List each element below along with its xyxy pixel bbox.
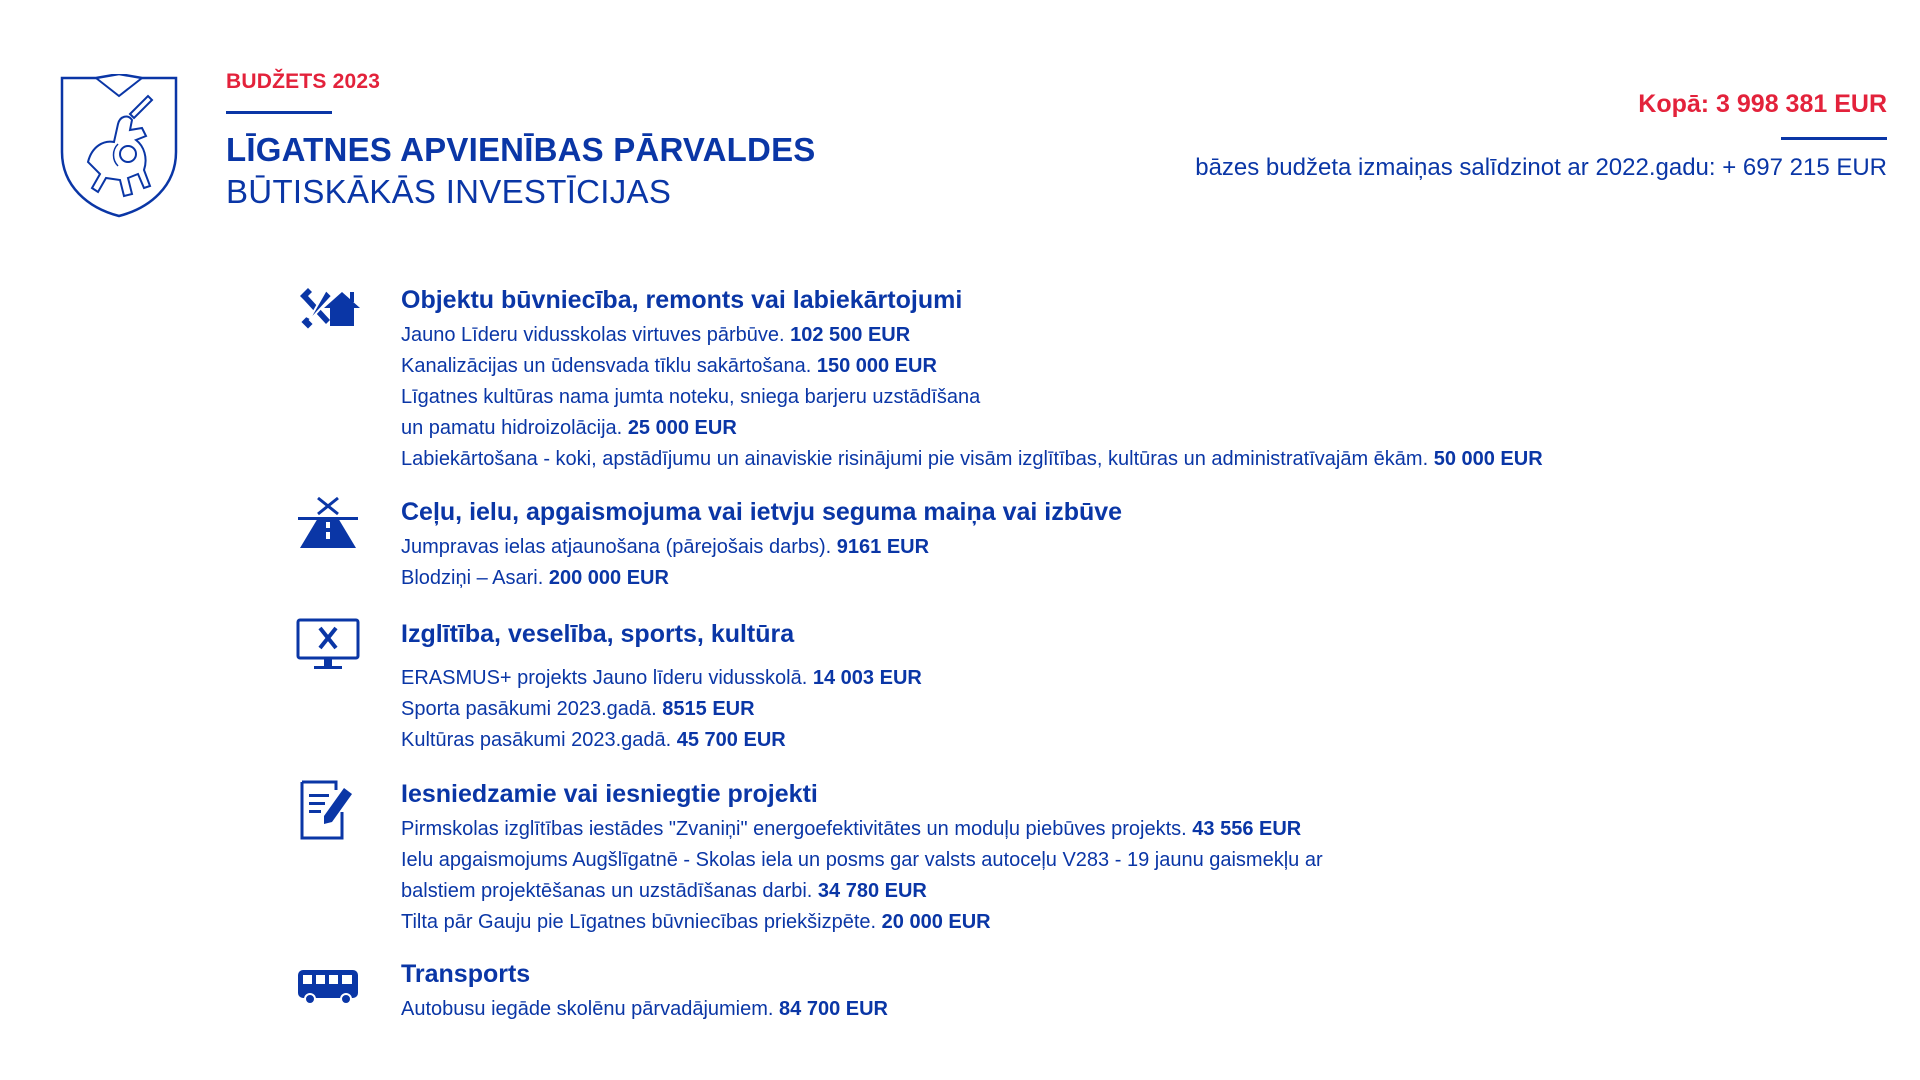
list-item: Pirmskolas izglītības iestādes "Zvaniņi" energoefektivitātes un moduļu piebūves projekts. 43 556 EUR [401,818,1302,840]
list-item: balstiem projektēšanas un uzstādīšanas darbi. 34 780 EUR [401,880,927,902]
item-list [401,814,1323,938]
section-title: Izglītība, veselība, sports, kultūra [401,620,795,648]
monitor-tools-icon [296,618,360,672]
divider [226,111,332,114]
budget-year-label: BUDŽETS 2023 [226,70,381,93]
item-amount: 102 500 EUR [790,324,911,346]
item-amount: 8515 EUR [662,698,755,720]
list-item: Tilta pār Gauju pie Līgatnes būvniecības priekšizpēte. 20 000 EUR [401,911,991,933]
document-pen-icon [296,778,360,842]
divider [1781,137,1887,140]
list-item: ERASMUS+ projekts Jauno līderu vidusskolā. 14 003 EUR [401,667,922,689]
section-body [401,618,922,756]
item-amount: 34 780 EUR [817,880,927,902]
list-item: Sporta pasākumi 2023.gadā. 8515 EUR [401,698,755,720]
header-right [1195,90,1887,182]
section-title: Objektu būvniecība, remonts vai labiekārtojumi [401,286,963,314]
list-item: Autobusu iegāde skolēnu pārvadājumiem. 84 700 EUR [401,998,888,1020]
item-amount: 43 556 EUR [1192,818,1302,840]
section-title: Iesniedzamie vai iesniegtie projekti [401,780,818,808]
list-item: Līgatnes kultūras nama jumta noteku, sniega barjeru uzstādīšana [401,386,981,408]
section-title: Transports [401,960,531,988]
item-amount: 14 003 EUR [812,667,922,689]
header-left [226,70,816,211]
item-amount: 84 700 EUR [779,998,888,1020]
item-amount: 20 000 EUR [881,911,991,933]
construction-tools-house-icon [296,284,360,336]
item-amount: 150 000 EUR [816,355,937,377]
item-amount: 200 000 EUR [548,567,669,589]
section-body [401,958,888,1025]
list-item: Jumpravas ielas atjaunošana (pārejošais darbs). 9161 EUR [401,536,930,558]
item-list [401,532,1122,594]
item-amount: 9161 EUR [836,536,930,558]
item-list [401,994,888,1025]
budget-change-text: bāzes budžeta izmaiņas salīdzinot ar 2022.gadu: + 697 215 EUR [1195,154,1887,181]
list-item: Ielu apgaismojums Augšlīgatnē - Skolas iela un posms gar valsts autoceļu V283 - 19 jaunu gaismekļu ar [401,849,1323,871]
item-list [401,663,922,756]
item-amount: 45 700 EUR [676,729,786,751]
item-amount: 25 000 EUR [627,417,737,439]
section-body [401,496,1122,594]
list-item: Labiekārtošana - koki, apstādījumu un ainaviskie risinājumi pie visām izglītības, kultūras un administratīvajām ēkām. 50 000 EUR [401,448,1543,470]
page-title: LĪGATNES APVIENĪBAS PĀRVALDES [226,131,816,168]
list-item: Blodziņi – Asari. 200 000 EUR [401,567,669,589]
total-amount: Kopā: 3 998 381 EUR [1638,90,1887,118]
page-subtitle: BŪTISKĀKĀS INVESTĪCIJAS [226,173,672,210]
list-item: un pamatu hidroizolācija. 25 000 EUR [401,417,737,439]
item-list [401,320,1543,475]
section-body [401,778,1323,938]
section-title: Ceļu, ielu, apgaismojuma vai ietvju seguma maiņa vai izbūve [401,498,1123,526]
road-works-icon [296,496,360,548]
list-item: Jauno Līderu vidusskolas virtuves pārbūve. 102 500 EUR [401,324,911,346]
coat-of-arms-logo [58,74,180,218]
list-item: Kanalizācijas un ūdensvada tīklu sakārtošana. 150 000 EUR [401,355,937,377]
item-amount: 50 000 EUR [1433,448,1543,470]
section-body [401,284,1543,475]
list-item: Kultūras pasākumi 2023.gadā. 45 700 EUR [401,729,786,751]
bus-icon [296,968,360,1006]
